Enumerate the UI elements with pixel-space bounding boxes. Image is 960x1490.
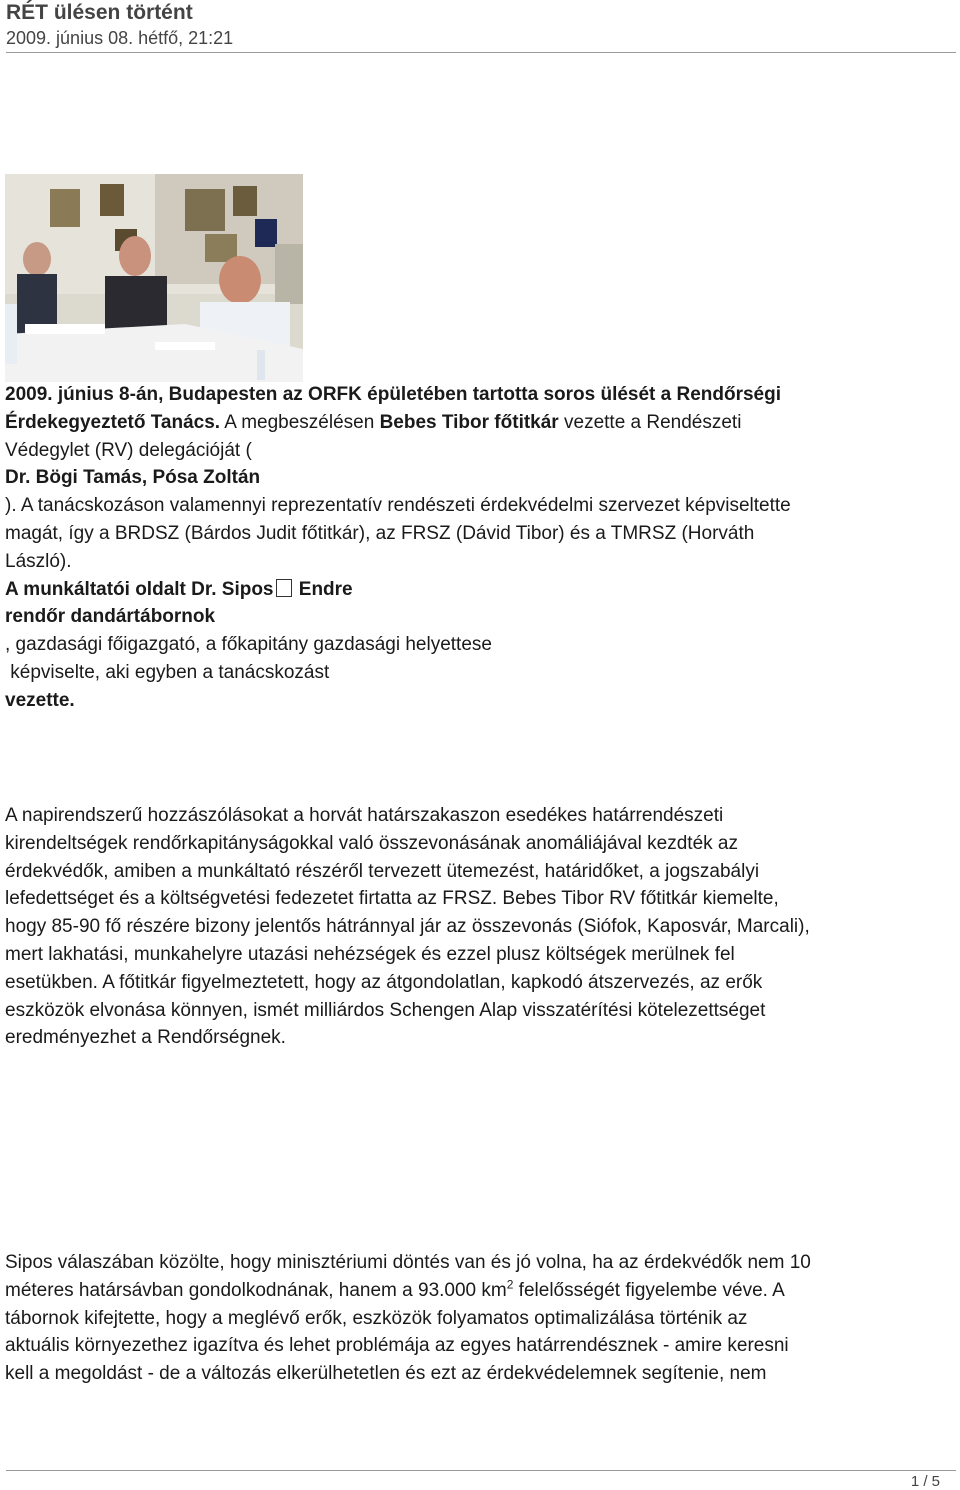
paragraph-intro bbox=[5, 381, 955, 715]
page-number: 1 / 5 bbox=[910, 1473, 940, 1490]
text-line: Védegylet (RV) delegációját ( bbox=[5, 439, 252, 461]
text-line: Sipos válaszában közölte, hogy minisztériumi döntés van és jó volna, ha az érdekvédők nem 10 bbox=[5, 1252, 811, 1273]
article-date: 2009. június 08. hétfő, 21:21 bbox=[6, 28, 234, 48]
text-line: esetükben. A főtitkár figyelmeztetett, hogy az átgondolatlan, kapkodó átszervezés, az erők bbox=[5, 971, 763, 993]
text-line: eszközök elvonása könnyen, ismét milliárdos Schengen Alap visszatérítési kötelezettséget bbox=[5, 999, 766, 1021]
text-span: Érdekegyeztető Tanács. bbox=[5, 411, 221, 433]
footer-divider bbox=[6, 1470, 956, 1471]
document-header bbox=[6, 0, 960, 50]
text-line: képviselte, aki egyben a tanácskozást bbox=[5, 661, 330, 683]
text-line: magát, így a BRDSZ (Bárdos Judit főtitkár), az FRSZ (Dávid Tibor) és a TMRSZ (Horváth bbox=[5, 522, 755, 544]
text-line bbox=[5, 409, 955, 437]
meeting-photo bbox=[5, 174, 303, 382]
text-line: ). A tanácskozáson valamennyi reprezentatív rendészeti érdekvédelmi szervezet képviseltette bbox=[5, 495, 791, 517]
text-span: A munkáltatói oldalt Dr. Sipos bbox=[5, 578, 274, 600]
text-line: A napirendszerű hozzászólásokat a horvát határszakaszon esedékes határrendészeti bbox=[5, 805, 724, 826]
text-span: felelősségét figyelembe véve. A bbox=[513, 1279, 785, 1301]
text-line bbox=[5, 576, 955, 604]
text-line: , gazdasági főigazgató, a főkapitány gazdasági helyettese bbox=[5, 634, 492, 656]
text-line: eredményezhet a Rendőrségnek. bbox=[5, 1027, 286, 1049]
text-line: rendőr dandártábornok bbox=[5, 606, 216, 628]
text-line bbox=[5, 1277, 955, 1305]
text-line: László). bbox=[5, 550, 72, 572]
text-line: mert lakhatási, munkahelyre utazási nehézségek és ezzel plusz költségek merülnek fel bbox=[5, 943, 735, 965]
text-line: érdekvédők, amiben a munkáltató részéről tervezett ütemezést, határidőket, a jogszabályi bbox=[5, 860, 760, 882]
text-span: A megbeszélésen bbox=[220, 411, 380, 433]
header-divider bbox=[6, 52, 956, 53]
missing-glyph-icon bbox=[276, 579, 292, 597]
superscript: 2 bbox=[506, 1277, 514, 1292]
text-line: Dr. Bögi Tamás, Pósa Zoltán bbox=[5, 467, 261, 489]
text-span: Endre bbox=[293, 578, 353, 600]
article-title: RÉT ülésen történt bbox=[6, 1, 193, 24]
text-line: aktuális környezethez igazítva és lehet problémája az egyes határrendésznek - amire keresni bbox=[5, 1335, 789, 1357]
text-line: lefedettséget és a költségvetési fedezetet firtatta az FRSZ. Bebes Tibor RV főtitkár kiemelte, bbox=[5, 888, 779, 910]
text-span: Bebes Tibor főtitkár bbox=[379, 411, 559, 433]
text-line: 2009. június 8-án, Budapesten az ORFK épületében tartotta soros ülését a Rendőrségi bbox=[5, 384, 782, 405]
text-span: vezette a Rendészeti bbox=[558, 411, 742, 433]
meeting-photo-image bbox=[5, 174, 303, 382]
paragraph-discussion bbox=[5, 802, 955, 1052]
text-span: méteres határsávban gondolkodnának, hanem a 93.000 km bbox=[5, 1279, 507, 1301]
text-line: kirendeltségek rendőrkapitányságokkal való összevonásának anomáliájával kezdték az bbox=[5, 832, 738, 854]
text-line: tábornok kifejtette, hogy a meglévő erők, eszközök folyamatos optimalizálása történik az bbox=[5, 1307, 748, 1329]
text-line: hogy 85-90 fő részére bizony jelentős hátránnyal jár az összevonás (Siófok, Kaposvár, Marcali), bbox=[5, 916, 810, 938]
text-line: vezette. bbox=[5, 689, 75, 711]
text-line: kell a megoldást - de a változás elkerülhetetlen és ezt az érdekvédelemnek segítenie, nem bbox=[5, 1363, 767, 1385]
paragraph-response bbox=[5, 1249, 955, 1388]
